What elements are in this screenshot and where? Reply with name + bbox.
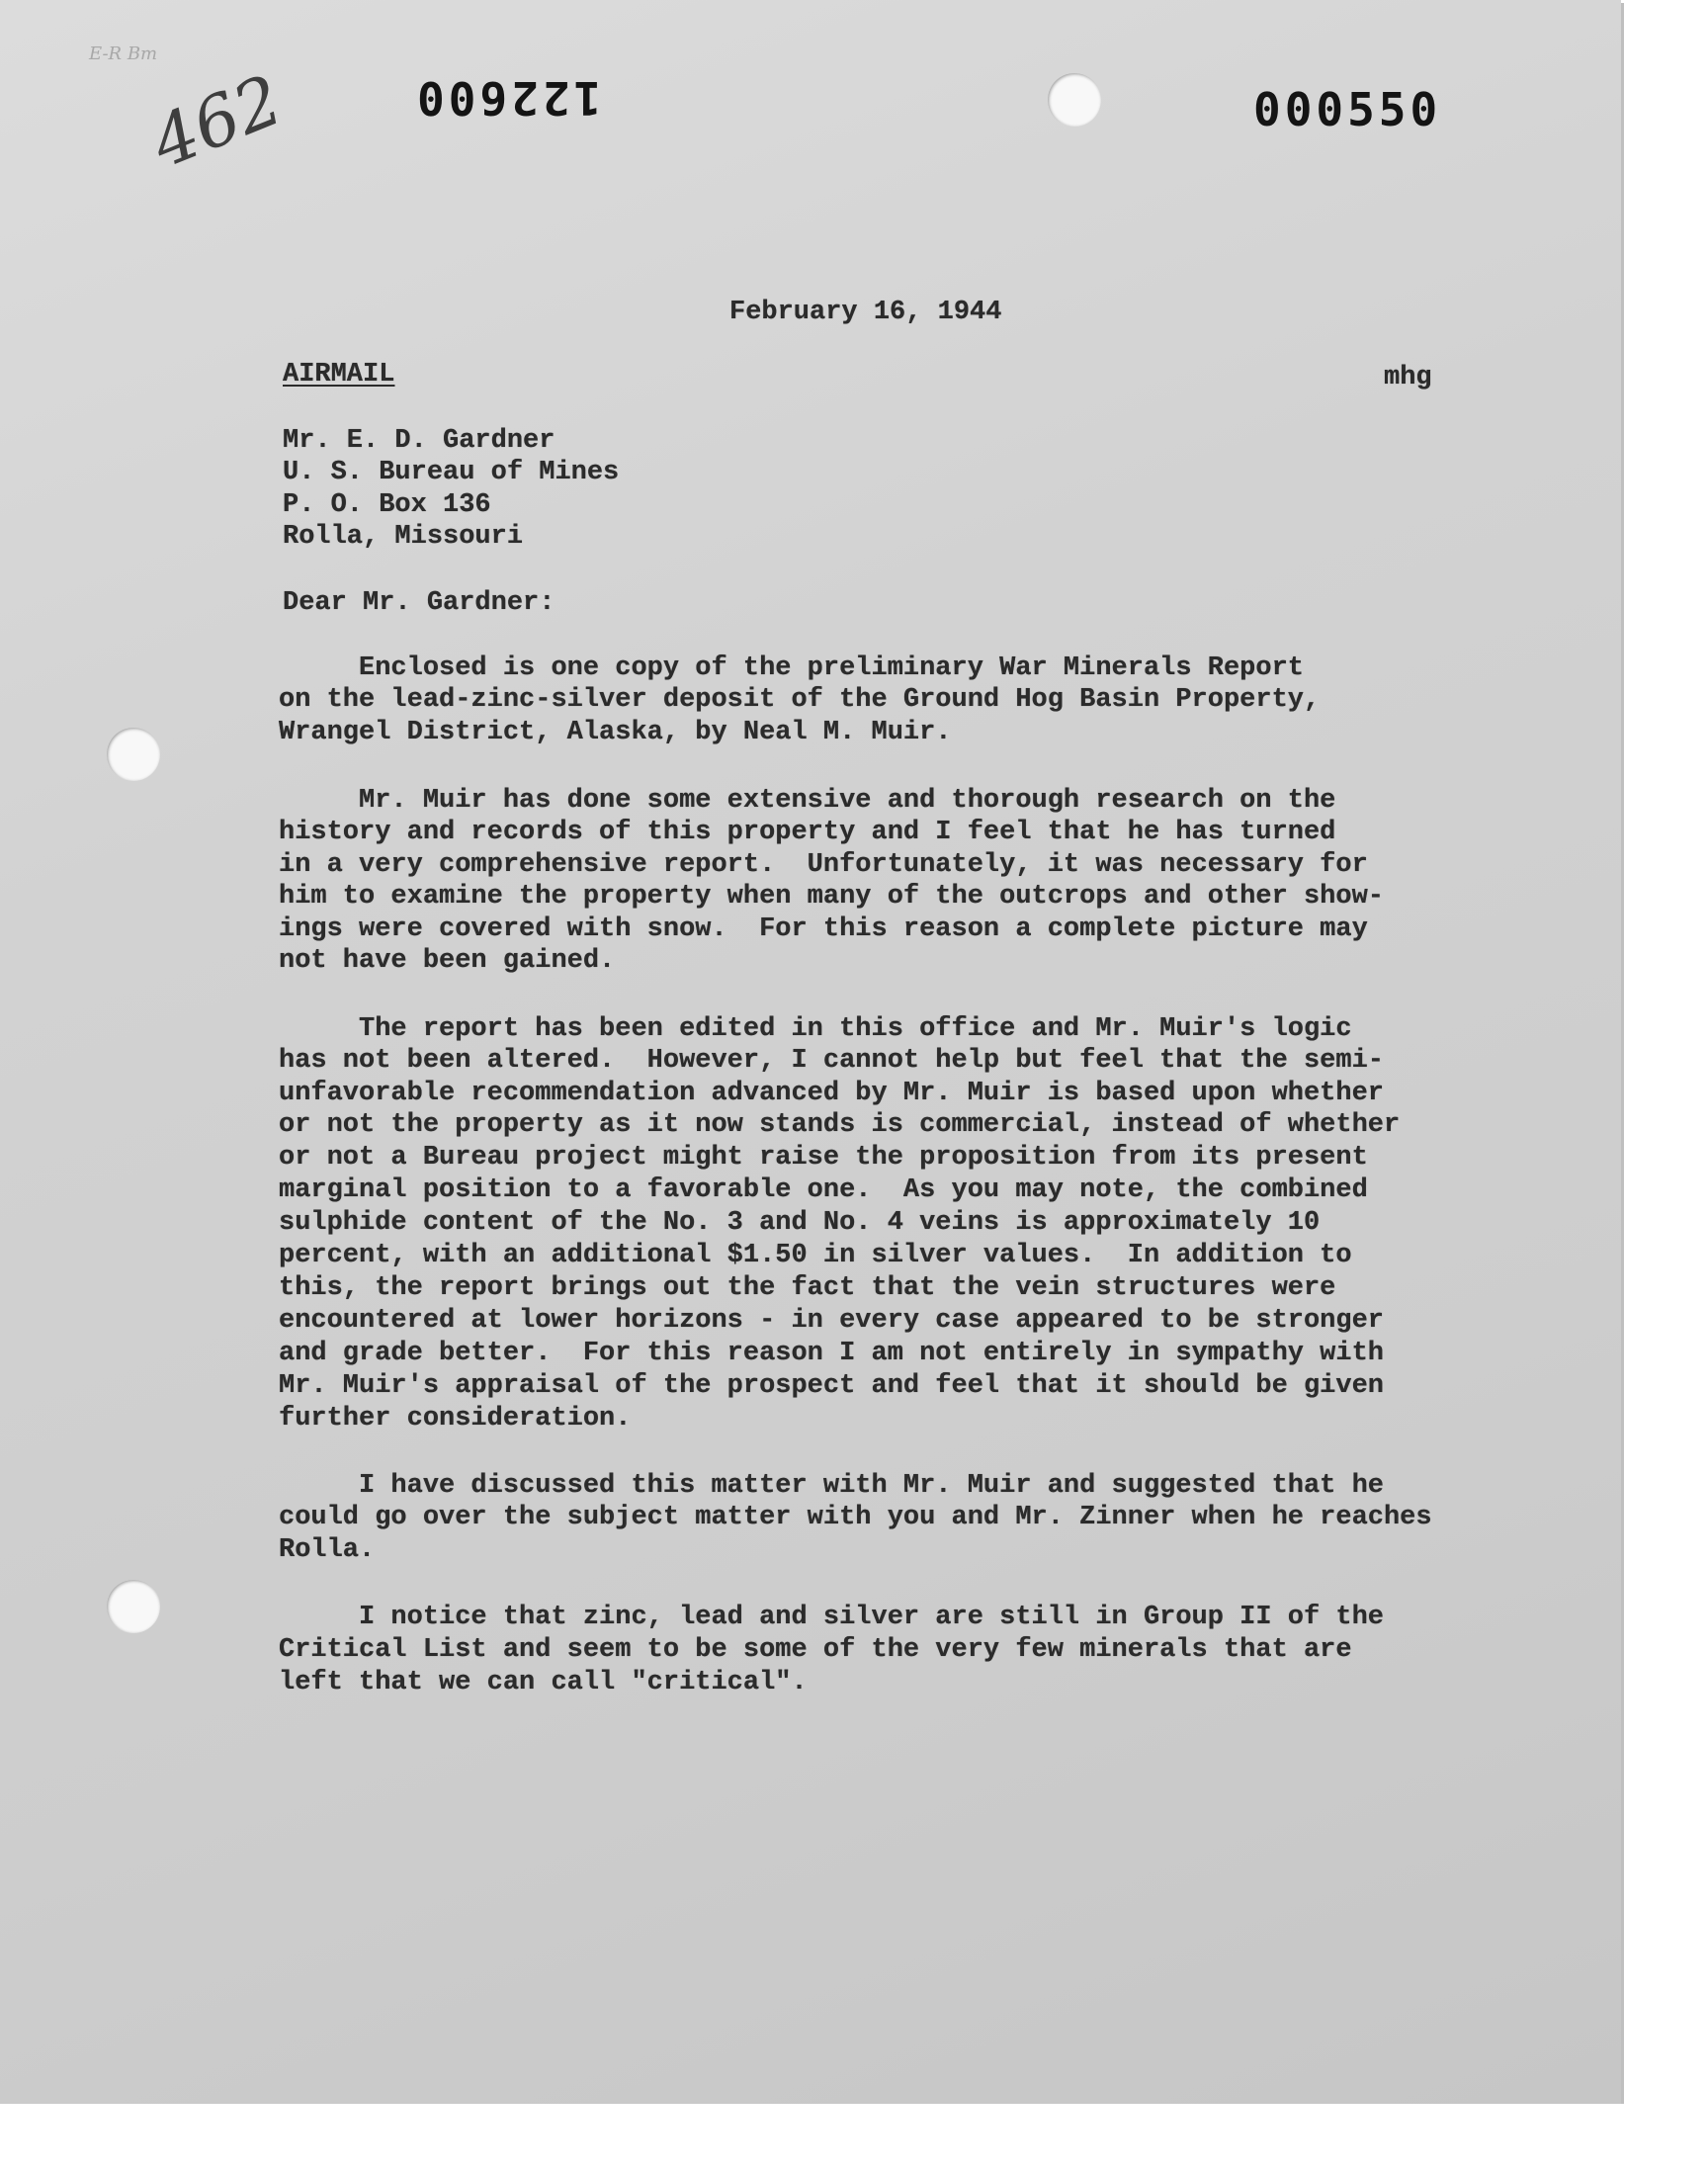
salutation: Dear Mr. Gardner: <box>283 588 555 618</box>
body-line: ings were covered with snow. For this reason a complete picture may <box>279 914 1368 944</box>
body-line: Rolla. <box>279 1535 376 1565</box>
typist-initials: mhg <box>1384 363 1432 392</box>
body-line: Critical List and seem to be some of the very few minerals that are <box>279 1635 1352 1665</box>
body-line: or not a Bureau project might raise the proposition from its present <box>279 1143 1368 1173</box>
punch-hole <box>107 728 160 781</box>
body-line: could go over the subject matter with you and Mr. Zinner when he reaches <box>279 1503 1432 1532</box>
body-line: further consideration. <box>279 1404 632 1434</box>
address-line: Rolla, Missouri <box>283 522 524 552</box>
body-line: left that we can call "critical". <box>279 1668 808 1697</box>
body-line: him to examine the property when many of the outcrops and other show- <box>279 882 1384 912</box>
letter-date: February 16, 1944 <box>729 298 1002 327</box>
address-line: U. S. Bureau of Mines <box>283 458 620 487</box>
punch-hole <box>107 1580 160 1633</box>
delivery-note: AIRMAIL <box>283 360 395 390</box>
body-line: Enclosed is one copy of the preliminary War Minerals Report <box>279 653 1304 683</box>
handwritten-number: 462 <box>140 58 294 185</box>
body-line: I notice that zinc, lead and silver are still in Group II of the <box>279 1603 1384 1632</box>
body-line: not have been gained. <box>279 946 616 976</box>
body-line: The report has been edited in this office and Mr. Muir's logic <box>279 1014 1352 1044</box>
punch-hole <box>1048 73 1101 127</box>
body-line: Wrangel District, Alaska, by Neal M. Muir. <box>279 718 952 747</box>
pencil-note: E-R Bm <box>89 44 158 64</box>
body-line: history and records of this property and I feel that he has turned <box>279 818 1336 847</box>
address-line: P. O. Box 136 <box>283 490 491 520</box>
stamp-number: 000550 <box>1253 83 1442 136</box>
body-line: this, the report brings out the fact that the vein structures were <box>279 1273 1336 1303</box>
stamp-number-inverted: 122600 <box>413 71 602 125</box>
body-line: Mr. Muir's appraisal of the prospect and feel that it should be given <box>279 1371 1384 1401</box>
body-line: and grade better. For this reason I am not entirely in sympathy with <box>279 1339 1384 1368</box>
scan-margin <box>0 2104 1708 2175</box>
body-line: on the lead-zinc-silver deposit of the Ground Hog Basin Property, <box>279 685 1321 715</box>
body-line: sulphide content of the No. 3 and No. 4 veins is approximately 10 <box>279 1208 1321 1238</box>
body-line: encountered at lower horizons - in every case appeared to be stronger <box>279 1306 1384 1336</box>
body-line: marginal position to a favorable one. As you may note, the combined <box>279 1175 1368 1205</box>
body-line: or not the property as it now stands is commercial, instead of whether <box>279 1110 1401 1140</box>
body-line: unfavorable recommendation advanced by Mr. Muir is based upon whether <box>279 1079 1384 1108</box>
body-line: Mr. Muir has done some extensive and thorough research on the <box>279 786 1336 816</box>
body-line: has not been altered. However, I cannot help but feel that the semi- <box>279 1046 1384 1076</box>
body-line: I have discussed this matter with Mr. Muir and suggested that he <box>279 1471 1384 1501</box>
body-line: in a very comprehensive report. Unfortunately, it was necessary for <box>279 850 1368 880</box>
address-line: Mr. E. D. Gardner <box>283 426 555 456</box>
body-line: percent, with an additional $1.50 in silver values. In addition to <box>279 1241 1352 1270</box>
